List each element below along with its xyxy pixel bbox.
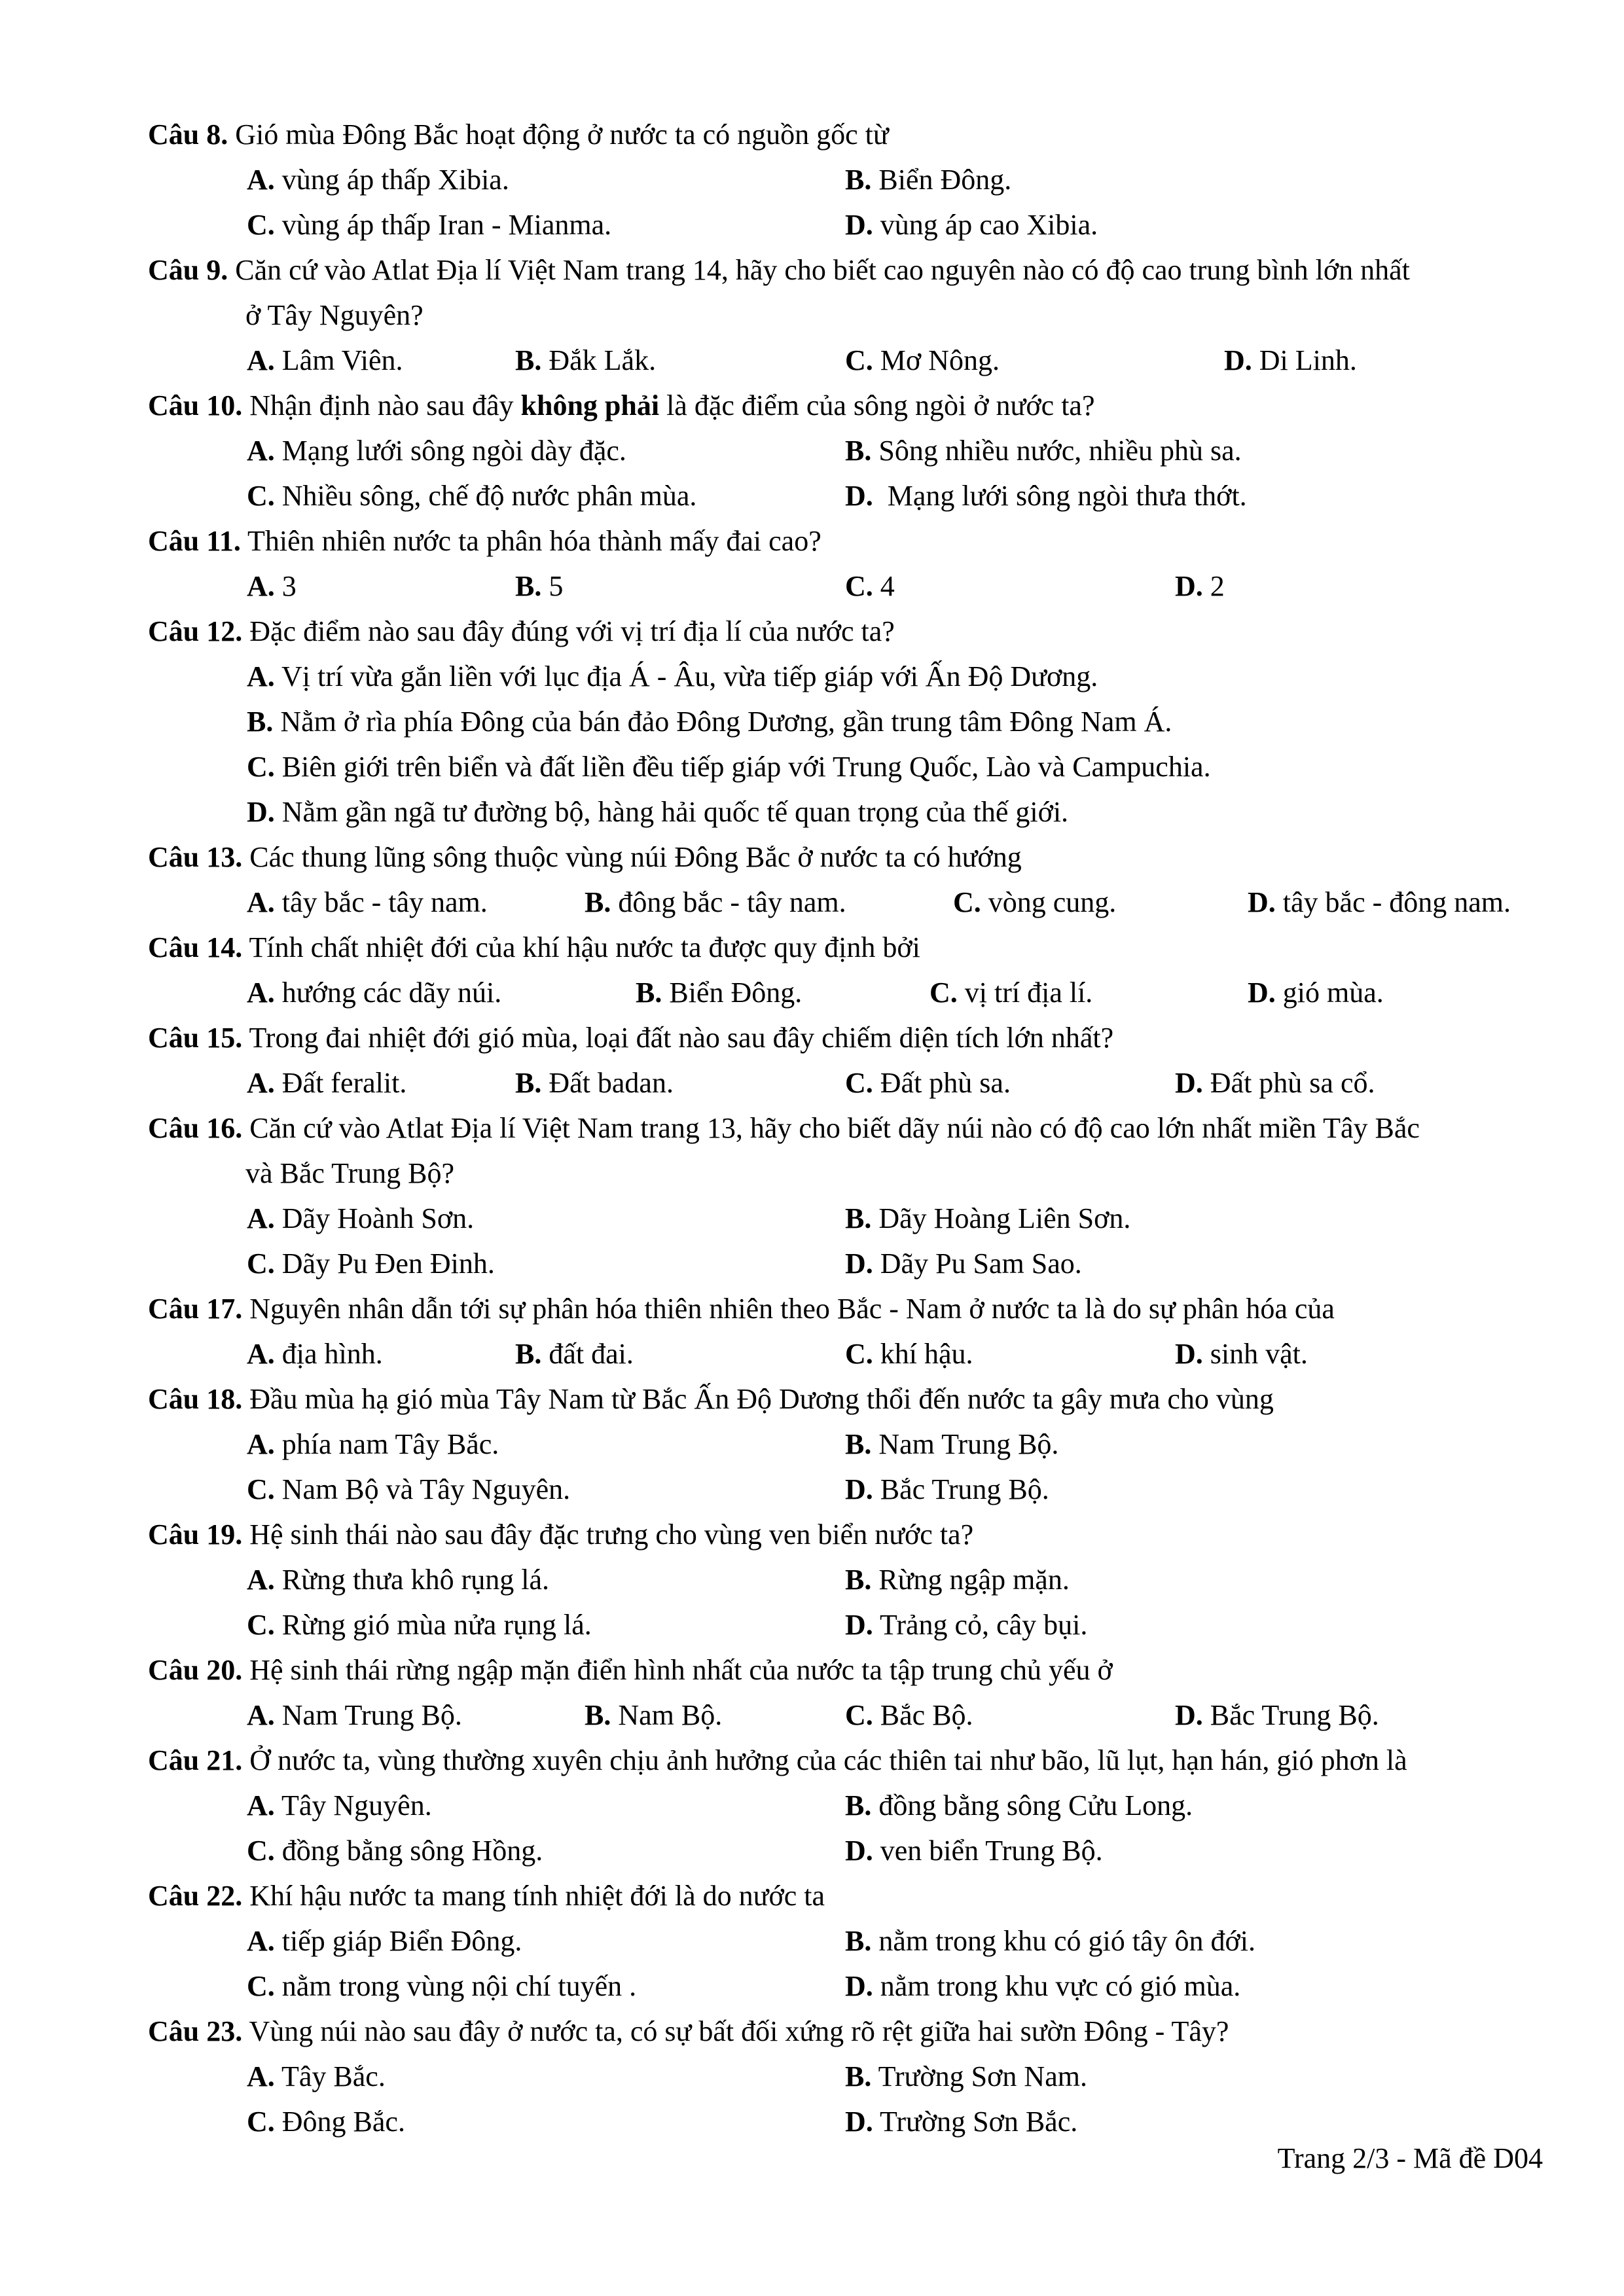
option-d — [247, 789, 1068, 834]
question-text: Đầu mùa hạ gió mùa Tây Nam từ Bắc Ấn Độ Dương thổi đến nước ta gây mưa cho vùng — [249, 1383, 1274, 1415]
option-b — [845, 1783, 1193, 1828]
option-text: đồng bằng sông Hồng. — [281, 1835, 543, 1867]
option-text: đất đai. — [549, 1338, 634, 1370]
question-number: Câu 17. — [148, 1293, 243, 1325]
option-text: vùng áp cao Xibia. — [880, 209, 1098, 241]
option-a — [247, 157, 509, 202]
option-c — [247, 202, 611, 247]
question-12 — [148, 609, 1542, 654]
option-text: Nằm gần ngã tư đường bộ, hàng hải quốc tế quan trọng của thế giới. — [281, 796, 1069, 828]
option-letter: A. — [247, 886, 275, 918]
question-20 — [148, 1647, 1542, 1693]
question-9 — [148, 247, 1542, 293]
option-letter: A. — [247, 570, 275, 602]
option-letter: D. — [845, 1247, 873, 1280]
option-letter: B. — [515, 1338, 542, 1370]
question-15 — [148, 1015, 1542, 1060]
option-b — [636, 970, 802, 1015]
option-letter: B. — [845, 435, 872, 467]
question-14 — [148, 925, 1542, 970]
option-letter: B. — [515, 344, 542, 376]
question-10 — [148, 383, 1542, 428]
option-letter: C. — [247, 2106, 275, 2138]
option-text: Rừng thưa khô rụng lá. — [281, 1564, 549, 1596]
option-letter: C. — [845, 1338, 873, 1370]
question-16-cont — [245, 1151, 1624, 1196]
option-d — [845, 1467, 1049, 1512]
option-a — [247, 1196, 474, 1241]
option-text: Trảng cỏ, cây bụi. — [880, 1609, 1088, 1641]
option-letter: B. — [585, 1699, 611, 1731]
option-text: Rừng gió mùa nửa rụng lá. — [281, 1609, 592, 1641]
option-text: vùng áp thấp Iran - Mianma. — [281, 209, 612, 241]
option-c — [953, 880, 1116, 925]
option-text: hướng các dãy núi. — [281, 977, 502, 1009]
question-number: Câu 19. — [148, 1518, 243, 1551]
option-letter: D. — [845, 1970, 873, 2002]
option-b — [845, 1422, 1058, 1467]
option-b — [515, 1060, 674, 1105]
question-16 — [148, 1105, 1542, 1151]
option-b — [515, 1331, 634, 1376]
option-c — [247, 1602, 592, 1647]
option-letter: C. — [247, 1970, 275, 2002]
option-text: Biển Đông. — [669, 977, 803, 1009]
question-number: Câu 12. — [148, 615, 243, 647]
option-letter: D. — [1175, 1699, 1203, 1731]
option-letter: D. — [845, 1473, 873, 1505]
option-d — [1224, 338, 1357, 383]
option-a — [247, 1422, 499, 1467]
option-letter: B. — [845, 1202, 872, 1234]
question-text: Ở nước ta, vùng thường xuyên chịu ảnh hưởng của các thiên tai như bão, lũ lụt, hạn hán, gió phơn là — [249, 1744, 1407, 1776]
option-text: phía nam Tây Bắc. — [281, 1428, 499, 1460]
option-a — [247, 338, 403, 383]
option-c — [845, 1693, 973, 1738]
option-b — [585, 1693, 722, 1738]
option-text: Nhiều sông, chế độ nước phân mùa. — [281, 480, 697, 512]
option-text: nằm trong khu vực có gió mùa. — [880, 1970, 1241, 2002]
option-letter: A. — [247, 344, 275, 376]
option-letter: B. — [845, 1428, 872, 1460]
question-number: Câu 22. — [148, 1880, 243, 1912]
option-letter: A. — [247, 1699, 275, 1731]
option-b — [845, 157, 1011, 202]
question-text: Trong đai nhiệt đới gió mùa, loại đất nào sau đây chiếm diện tích lớn nhất? — [249, 1022, 1114, 1054]
option-text: vùng áp thấp Xibia. — [281, 164, 509, 196]
option-a — [247, 880, 488, 925]
option-text: Trường Sơn Bắc. — [880, 2106, 1078, 2138]
option-text: Đông Bắc. — [281, 2106, 405, 2138]
option-c — [845, 1331, 973, 1376]
question-number: Câu 21. — [148, 1744, 243, 1776]
option-a — [247, 1783, 432, 1828]
option-c — [247, 1964, 636, 2009]
option-letter: B. — [636, 977, 662, 1009]
question-number: Câu 13. — [148, 841, 243, 873]
option-letter: B. — [515, 1067, 542, 1099]
question-text: Hệ sinh thái nào sau đây đặc trưng cho vùng ven biển nước ta? — [249, 1518, 974, 1551]
question-number: Câu 8. — [148, 118, 228, 151]
option-letter: D. — [845, 1609, 873, 1641]
option-b — [515, 338, 656, 383]
question-text-cont: ở Tây Nguyên? — [245, 299, 424, 331]
question-11 — [148, 518, 1542, 564]
question-text: Nguyên nhân dẫn tới sự phân hóa thiên nhiên theo Bắc - Nam ở nước ta là do sự phân hóa của — [249, 1293, 1335, 1325]
option-d — [845, 1964, 1240, 2009]
question-23 — [148, 2009, 1542, 2054]
option-d — [1248, 970, 1384, 1015]
option-d — [1175, 564, 1225, 609]
question-number: Câu 15. — [148, 1022, 243, 1054]
question-number: Câu 14. — [148, 931, 243, 963]
question-number: Câu 10. — [148, 389, 243, 422]
question-9-cont — [245, 293, 1624, 338]
option-c — [247, 744, 1211, 789]
question-text: Tính chất nhiệt đới của khí hậu nước ta được quy định bởi — [249, 931, 920, 963]
option-text: đông bắc - tây nam. — [618, 886, 846, 918]
question-text: Căn cứ vào Atlat Địa lí Việt Nam trang 13, hãy cho biết dãy núi nào có độ cao lớn nhất miền Tây Bắc — [249, 1112, 1420, 1144]
option-c — [247, 473, 696, 518]
option-text: Tây Nguyên. — [281, 1789, 432, 1821]
question-13 — [148, 834, 1542, 880]
option-c — [247, 2099, 405, 2144]
option-letter: D. — [1248, 886, 1276, 918]
option-text: Di Linh. — [1259, 344, 1357, 376]
question-number: Câu 18. — [148, 1383, 243, 1415]
option-text: Tây Bắc. — [281, 2060, 386, 2092]
option-c — [845, 1060, 1011, 1105]
question-8 — [148, 112, 1542, 157]
page-footer: Trang 2/3 - Mã đề D04 — [1277, 2142, 1543, 2174]
option-a — [247, 970, 501, 1015]
option-letter: D. — [1248, 977, 1276, 1009]
option-text: gió mùa. — [1282, 977, 1384, 1009]
option-text: Dãy Hoành Sơn. — [281, 1202, 475, 1234]
question-text: Hệ sinh thái rừng ngập mặn điển hình nhất của nước ta tập trung chủ yếu ở — [249, 1654, 1113, 1686]
option-letter: B. — [845, 1564, 872, 1596]
option-letter: C. — [845, 1699, 873, 1731]
question-17 — [148, 1286, 1542, 1331]
option-text: Đất badan. — [549, 1067, 674, 1099]
option-text: Nằm ở rìa phía Đông của bán đảo Đông Dương, gần trung tâm Đông Nam Á. — [280, 706, 1172, 738]
option-text: Dãy Pu Sam Sao. — [880, 1247, 1082, 1280]
option-text: Nam Bộ. — [618, 1699, 723, 1731]
option-d — [1248, 880, 1511, 925]
option-letter: C. — [845, 570, 873, 602]
option-text: Lâm Viên. — [281, 344, 403, 376]
option-text: Đất phù sa cổ. — [1210, 1067, 1375, 1099]
option-letter: D. — [1175, 1338, 1203, 1370]
option-a — [247, 1693, 462, 1738]
option-b — [845, 428, 1242, 473]
option-a — [247, 564, 297, 609]
option-letter: C. — [247, 1835, 275, 1867]
option-d — [845, 473, 1247, 518]
option-b — [247, 699, 1172, 744]
option-text: Đất phù sa. — [880, 1067, 1011, 1099]
option-text: tây bắc - đông nam. — [1282, 886, 1511, 918]
option-letter: A. — [247, 1338, 275, 1370]
option-text: 4 — [880, 570, 895, 602]
question-22 — [148, 1873, 1542, 1918]
option-letter: B. — [845, 1789, 872, 1821]
option-text: Biển Đông. — [878, 164, 1012, 196]
option-text: Bắc Trung Bộ. — [1210, 1699, 1379, 1731]
option-a — [247, 1918, 522, 1964]
option-letter: D. — [845, 2106, 873, 2138]
option-letter: C. — [247, 209, 275, 241]
option-text: nằm trong vùng nội chí tuyến . — [281, 1970, 637, 2002]
option-d — [845, 1828, 1103, 1873]
question-number: Câu 23. — [148, 2015, 243, 2047]
option-text: 5 — [549, 570, 564, 602]
option-letter: D. — [1224, 344, 1252, 376]
option-letter: D. — [247, 796, 275, 828]
option-d — [1175, 1331, 1308, 1376]
option-text: sinh vật. — [1210, 1338, 1308, 1370]
option-d — [1175, 1693, 1379, 1738]
option-b — [845, 2054, 1087, 2099]
option-text: vị trí địa lí. — [964, 977, 1093, 1009]
option-letter: B. — [247, 706, 274, 738]
option-letter: D. — [1175, 1067, 1203, 1099]
option-letter: C. — [247, 480, 275, 512]
option-a — [247, 1557, 549, 1602]
question-text: Vùng núi nào sau đây ở nước ta, có sự bất đối xứng rõ rệt giữa hai sườn Đông - Tây? — [249, 2015, 1229, 2047]
option-b — [845, 1557, 1070, 1602]
option-text: vòng cung. — [988, 886, 1117, 918]
option-a — [247, 1331, 383, 1376]
option-text: tây bắc - tây nam. — [281, 886, 488, 918]
option-letter: B. — [845, 1925, 872, 1957]
option-c — [247, 1241, 495, 1286]
option-c — [247, 1467, 570, 1512]
option-text: Đất feralit. — [281, 1067, 407, 1099]
option-letter: D. — [1175, 570, 1203, 602]
option-text: Mạng lưới sông ngòi thưa thớt. — [880, 480, 1247, 512]
option-text: địa hình. — [281, 1338, 383, 1370]
question-text: Gió mùa Đông Bắc hoạt động ở nước ta có nguồn gốc từ — [235, 118, 889, 151]
option-a — [247, 654, 1098, 699]
option-letter: A. — [247, 1789, 275, 1821]
question-text: Các thung lũng sông thuộc vùng núi Đông Bắc ở nước ta có hướng — [249, 841, 1022, 873]
option-text: Bắc Bộ. — [880, 1699, 973, 1731]
option-c — [247, 1828, 543, 1873]
question-text: Thiên nhiên nước ta phân hóa thành mấy đai cao? — [247, 525, 821, 557]
option-text: nằm trong khu có gió tây ôn đới. — [878, 1925, 1255, 1957]
option-letter: C. — [845, 1067, 873, 1099]
option-text: ven biển Trung Bộ. — [880, 1835, 1103, 1867]
option-letter: A. — [247, 435, 275, 467]
option-a — [247, 428, 626, 473]
option-letter: A. — [247, 164, 275, 196]
option-letter: A. — [247, 660, 275, 692]
option-text: Đắk Lắk. — [549, 344, 657, 376]
option-b — [845, 1918, 1255, 1964]
option-letter: B. — [515, 570, 542, 602]
option-c — [845, 338, 1000, 383]
option-text: 2 — [1210, 570, 1225, 602]
option-d — [845, 1241, 1082, 1286]
question-18 — [148, 1376, 1542, 1422]
option-text: Mạng lưới sông ngòi dày đặc. — [281, 435, 626, 467]
option-text: đồng bằng sông Cửu Long. — [878, 1789, 1193, 1821]
option-c — [929, 970, 1092, 1015]
option-letter: C. — [929, 977, 958, 1009]
option-text: Dãy Hoàng Liên Sơn. — [878, 1202, 1131, 1234]
question-number: Câu 11. — [148, 525, 241, 557]
option-text: Nam Bộ và Tây Nguyên. — [281, 1473, 571, 1505]
option-d — [845, 1602, 1087, 1647]
option-text: khí hậu. — [880, 1338, 973, 1370]
question-text-emphasis: không phải — [520, 389, 660, 422]
option-letter: D. — [845, 209, 873, 241]
question-19 — [148, 1512, 1542, 1557]
question-text: Khí hậu nước ta mang tính nhiệt đới là do nước ta — [249, 1880, 825, 1912]
question-number: Câu 16. — [148, 1112, 243, 1144]
option-d — [845, 202, 1098, 247]
option-text: Bắc Trung Bộ. — [880, 1473, 1049, 1505]
option-b — [515, 564, 563, 609]
option-letter: D. — [845, 480, 873, 512]
option-text: Vị trí vừa gắn liền với lục địa Á - Âu, vừa tiếp giáp với Ấn Độ Dương. — [281, 660, 1098, 692]
option-letter: A. — [247, 1202, 275, 1234]
option-text: tiếp giáp Biển Đông. — [281, 1925, 522, 1957]
option-text: Rừng ngập mặn. — [878, 1564, 1070, 1596]
option-a — [247, 2054, 386, 2099]
option-text: Biên giới trên biển và đất liền đều tiếp giáp với Trung Quốc, Lào và Campuchia. — [281, 751, 1211, 783]
option-letter: B. — [585, 886, 611, 918]
question-text-pre: Nhận định nào sau đây — [249, 389, 521, 422]
option-text: Mơ Nông. — [880, 344, 1000, 376]
option-letter: D. — [845, 1835, 873, 1867]
question-number: Câu 20. — [148, 1654, 243, 1686]
option-letter: C. — [247, 1247, 275, 1280]
option-letter: A. — [247, 977, 275, 1009]
question-text-post: là đặc điểm của sông ngòi ở nước ta? — [659, 389, 1095, 422]
option-text: Nam Trung Bộ. — [878, 1428, 1059, 1460]
option-text: 3 — [281, 570, 297, 602]
option-letter: C. — [247, 1473, 275, 1505]
option-b — [585, 880, 846, 925]
option-letter: A. — [247, 1428, 275, 1460]
option-d — [845, 2099, 1077, 2144]
option-text: Nam Trung Bộ. — [281, 1699, 462, 1731]
option-c — [845, 564, 895, 609]
question-number: Câu 9. — [148, 254, 228, 286]
option-d — [1175, 1060, 1375, 1105]
option-a — [247, 1060, 406, 1105]
option-b — [845, 1196, 1130, 1241]
option-letter: A. — [247, 1067, 275, 1099]
question-21 — [148, 1738, 1542, 1783]
option-text: Trường Sơn Nam. — [878, 2060, 1087, 2092]
option-text: Dãy Pu Đen Đinh. — [281, 1247, 495, 1280]
option-letter: C. — [247, 1609, 275, 1641]
question-text: Đặc điểm nào sau đây đúng với vị trí địa lí của nước ta? — [249, 615, 895, 647]
option-letter: B. — [845, 164, 872, 196]
question-text: Căn cứ vào Atlat Địa lí Việt Nam trang 14, hãy cho biết cao nguyên nào có độ cao trung bình lớn nhất — [235, 254, 1410, 286]
option-letter: C. — [845, 344, 873, 376]
option-letter: B. — [845, 2060, 872, 2092]
option-letter: C. — [247, 751, 275, 783]
option-letter: A. — [247, 1564, 275, 1596]
option-letter: A. — [247, 1925, 275, 1957]
question-text-cont: và Bắc Trung Bộ? — [245, 1157, 454, 1189]
option-letter: C. — [953, 886, 981, 918]
option-letter: A. — [247, 2060, 275, 2092]
option-text: Sông nhiều nước, nhiều phù sa. — [878, 435, 1242, 467]
